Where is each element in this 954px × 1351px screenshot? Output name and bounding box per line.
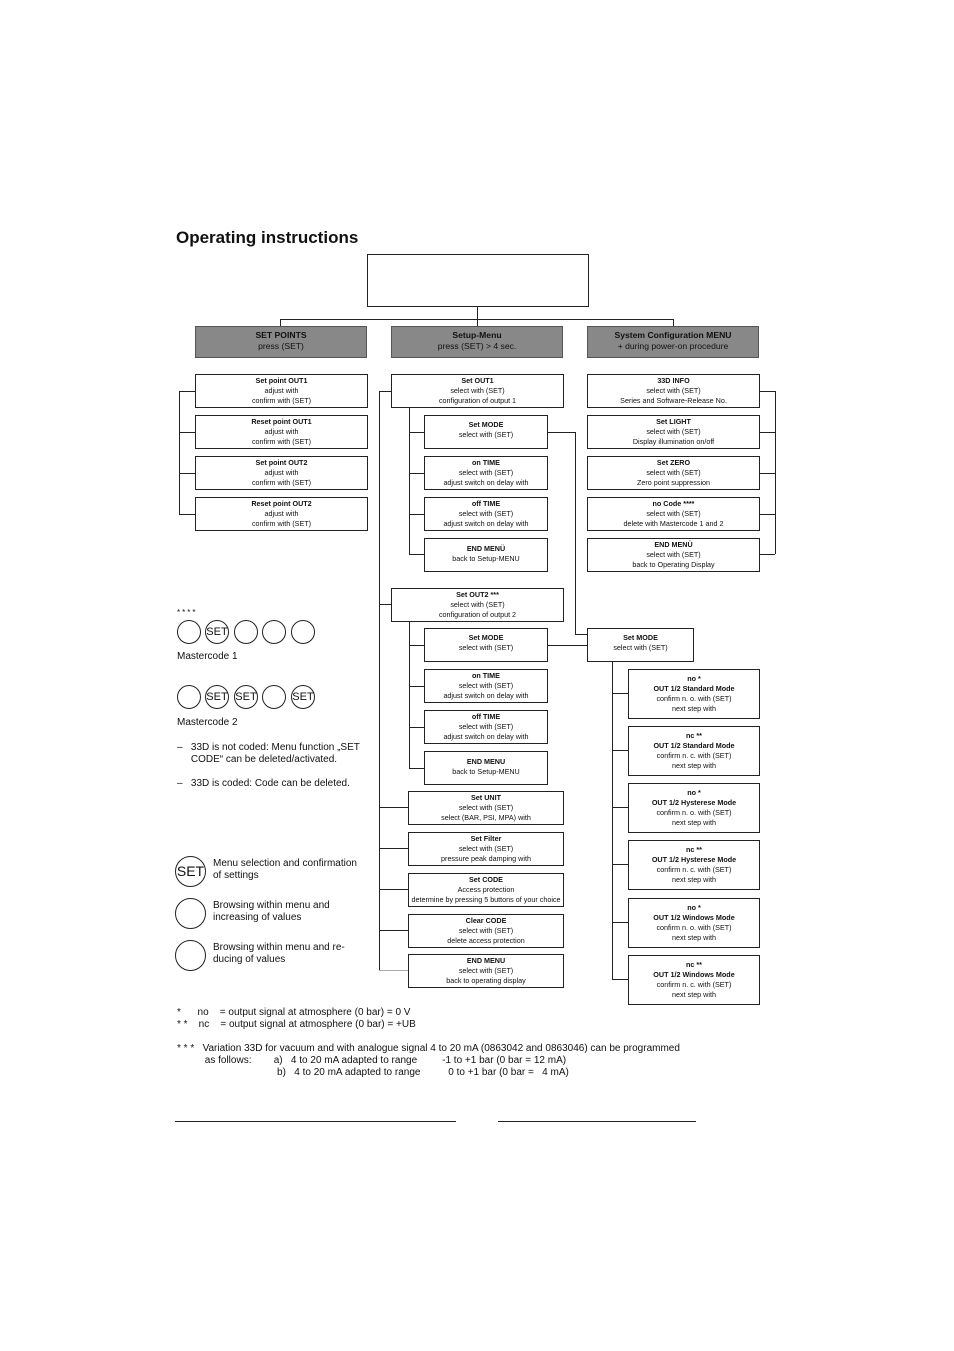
mode-option-box: nc ** OUT 1/2 Hysterese Mode confirm n. c. with (SET) next step with — [628, 840, 760, 890]
out2-on-time-box: on TIME select with (SET) adjust switch on delay with — [424, 669, 548, 703]
set-button-icon: SET — [234, 685, 258, 709]
end-menu-box: END MENU select with (SET) back to operating display — [408, 954, 564, 988]
reset-point-out1-box: Reset point OUT1 adjust with confirm with (SET) — [195, 415, 368, 449]
connector — [759, 514, 775, 515]
out2-set-mode-box: Set MODE select with (SET) — [424, 628, 548, 662]
header-setup-menu: Setup-Menu press (SET) > 4 sec. — [391, 326, 563, 358]
set-button-icon: SET — [175, 856, 206, 887]
connector — [673, 319, 674, 326]
set-unit-box: Set UNIT select with (SET) select (BAR, PSI, MPA) with — [408, 791, 564, 825]
footnote-variation: * * * Variation 33D for vacuum and with analogue signal 4 to 20 mA (0863042 and 0863046) can be programmed — [177, 1043, 680, 1054]
mode-option-box: nc ** OUT 1/2 Standard Mode confirm n. c. with (SET) next step with — [628, 726, 760, 776]
main-loop-line — [379, 391, 380, 970]
connector — [759, 473, 775, 474]
connector — [612, 750, 628, 751]
connector — [379, 970, 408, 971]
set-out1-box: Set OUT1 select with (SET) configuration of output 1 — [391, 374, 564, 408]
connector — [179, 514, 195, 515]
set-point-out2-box: Set point OUT2 adjust with confirm with (SET) — [195, 456, 368, 490]
connector — [409, 432, 424, 433]
footer-rule-left — [175, 1121, 456, 1122]
connector — [280, 319, 281, 326]
connector — [612, 922, 628, 923]
connector — [612, 864, 628, 865]
mode-option-box: nc ** OUT 1/2 Windows Mode confirm n. c. with (SET) next step with — [628, 955, 760, 1005]
reset-point-out2-box: Reset point OUT2 adjust with confirm with (SET) — [195, 497, 368, 531]
mode-option-box: no * OUT 1/2 Hysterese Mode confirm n. o. with (SET) next step with — [628, 783, 760, 833]
footnote-no: * no = output signal at atmosphere (0 bar) = 0 V — [177, 1007, 411, 1018]
mode-loop-line — [612, 662, 613, 980]
connector — [477, 319, 478, 326]
connector — [575, 432, 576, 634]
connector — [575, 634, 587, 635]
footnote-nc: * * nc = output signal at atmosphere (0 bar) = +UB — [177, 1019, 416, 1030]
out1-off-time-box: off TIME select with (SET) adjust switch on delay with — [424, 497, 548, 531]
up-button-icon — [175, 898, 206, 929]
connector — [612, 807, 628, 808]
loop-line — [775, 391, 776, 554]
display-box — [367, 254, 589, 307]
info-box: 33D INFO select with (SET) Series and Software-Release No. — [587, 374, 760, 408]
stars-note: **** — [177, 608, 198, 617]
button-icon — [177, 685, 201, 709]
connector — [548, 645, 587, 646]
set-code-box: Set CODE Access protection determine by pressing 5 buttons of your choice — [408, 873, 564, 907]
footnote-variation-a: as follows: a) 4 to 20 mA adapted to range -1 to +1 bar (0 bar = 12 mA) — [177, 1055, 567, 1066]
mode-option-box: no * OUT 1/2 Windows Mode confirm n. o. with (SET) next step with — [628, 898, 760, 948]
button-icon — [262, 620, 286, 644]
set-zero-box: Set ZERO select with (SET) Zero point suppression — [587, 456, 760, 490]
connector — [409, 473, 424, 474]
set-out2-box: Set OUT2 *** select with (SET) configuration of output 2 — [391, 588, 564, 622]
connector — [379, 930, 408, 931]
connector — [477, 307, 478, 319]
legend-down-text: Browsing within menu and re- ducing of values — [213, 942, 345, 965]
connector — [548, 432, 575, 433]
legend-up-text: Browsing within menu and increasing of values — [213, 900, 330, 923]
connector — [379, 889, 408, 890]
mastercode2-label: Mastercode 2 — [177, 717, 238, 728]
note-coded: – 33D is coded: Code can be deleted. — [177, 778, 350, 789]
mode-option-box: no * OUT 1/2 Standard Mode confirm n. o. with (SET) next step with — [628, 669, 760, 719]
no-code-box: no Code **** select with (SET) delete with Mastercode 1 and 2 — [587, 497, 760, 531]
sub-line — [409, 408, 410, 555]
page-title: Operating instructions — [176, 228, 359, 247]
mastercode1-label: Mastercode 1 — [177, 651, 238, 662]
connector — [409, 727, 424, 728]
header-system-config: System Configuration MENU + during power-on procedure — [587, 326, 759, 358]
footer-rule-right — [498, 1121, 696, 1122]
button-icon — [177, 620, 201, 644]
connector — [409, 514, 424, 515]
connector — [179, 391, 195, 392]
note-not-coded: – 33D is not coded: Menu function „SET CODE“ can be deleted/activated. — [177, 742, 360, 765]
connector — [179, 473, 195, 474]
mode-select-box: Set MODE select with (SET) — [587, 628, 694, 662]
set-filter-box: Set Filter select with (SET) pressure peak damping with — [408, 832, 564, 866]
out1-on-time-box: on TIME select with (SET) adjust switch on delay with — [424, 456, 548, 490]
set-button-icon: SET — [205, 685, 229, 709]
connector — [759, 391, 775, 392]
out2-end-menu-box: END MENU back to Setup-MENU — [424, 751, 548, 785]
footnote-variation-b: b) 4 to 20 mA adapted to range 0 to +1 bar (0 bar = 4 mA) — [177, 1067, 569, 1078]
connector — [379, 848, 408, 849]
set-button-icon: SET — [291, 685, 315, 709]
connector — [612, 693, 628, 694]
connector — [409, 686, 424, 687]
set-light-box: Set LIGHT select with (SET) Display illumination on/off — [587, 415, 760, 449]
loop-line — [179, 391, 180, 514]
col3-end-menu-box: END MENÜ select with (SET) back to Operating Display — [587, 538, 760, 572]
connector — [379, 604, 391, 605]
button-icon — [234, 620, 258, 644]
connector — [379, 391, 391, 392]
connector — [409, 768, 424, 769]
legend-set-text: Menu selection and confirmation of settings — [213, 858, 357, 881]
connector — [612, 979, 628, 980]
out2-off-time-box: off TIME select with (SET) adjust switch on delay with — [424, 710, 548, 744]
down-button-icon — [175, 940, 206, 971]
out1-set-mode-box: Set MODE select with (SET) — [424, 415, 548, 449]
connector — [379, 807, 408, 808]
connector — [179, 432, 195, 433]
set-point-out1-box: Set point OUT1 adjust with confirm with (SET) — [195, 374, 368, 408]
button-icon — [291, 620, 315, 644]
header-set-points: SET POINTS press (SET) — [195, 326, 367, 358]
set-button-icon: SET — [205, 620, 229, 644]
connector — [759, 554, 775, 555]
connector — [409, 645, 424, 646]
connector — [759, 432, 775, 433]
connector — [409, 554, 424, 555]
button-icon — [262, 685, 286, 709]
clear-code-box: Clear CODE select with (SET) delete access protection — [408, 914, 564, 948]
out1-end-menu-box: END MENÜ back to Setup-MENU — [424, 538, 548, 572]
